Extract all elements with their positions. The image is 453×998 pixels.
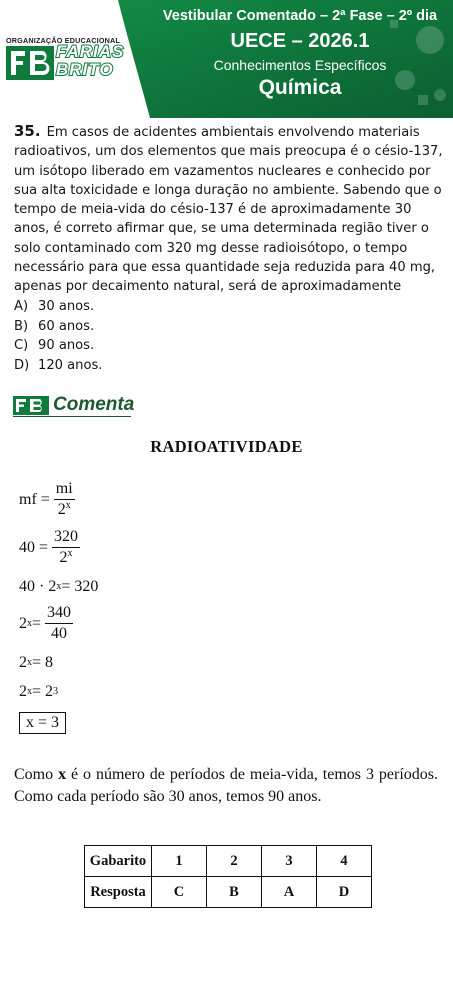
exam-name: UECE – 2026.1	[230, 30, 370, 52]
eq4-fraction	[45, 604, 73, 643]
final-result-box: x = 3	[19, 712, 66, 734]
options-list	[14, 297, 434, 375]
fb-logo-icon	[13, 396, 49, 415]
option-letter: B)	[14, 318, 29, 334]
eq4-lhs-base: 2	[19, 614, 27, 632]
eq2-den-exp: x	[67, 548, 73, 559]
option-b	[14, 317, 434, 337]
question-number-cell: 2	[207, 846, 262, 877]
equation-6: 2 x = 2 3	[19, 683, 59, 700]
equation-3: 40 · 2 x = 320	[19, 578, 99, 595]
organization-label: ORGANIZAÇÃO EDUCACIONAL	[6, 36, 121, 45]
equation-5: 2 x = 8	[19, 654, 54, 671]
conclusion-before: Como	[14, 766, 59, 783]
eq2-den-base: 2	[59, 549, 68, 566]
comenta-label: Comenta	[53, 394, 135, 415]
subject-title: Química	[258, 76, 342, 99]
exam-area: Conhecimentos Específicos	[213, 57, 387, 73]
option-d	[14, 356, 434, 376]
logo-word-brito: BRITO	[56, 60, 114, 79]
eq1-denominator	[58, 500, 71, 519]
eq2-lhs: 40 =	[19, 538, 49, 556]
answer-cell: D	[317, 877, 372, 908]
eq6-lhs-base: 2	[19, 683, 27, 700]
answer-cell: B	[207, 877, 262, 908]
eq1-fraction	[54, 480, 75, 519]
eq6-eq: = 2	[32, 683, 54, 700]
answer-cell: C	[152, 877, 207, 908]
option-letter: D)	[14, 357, 30, 373]
eq2-numerator: 320	[52, 528, 80, 548]
table-row	[85, 877, 372, 908]
equation-1	[19, 480, 75, 519]
equation-4: 2 x = $\frac{340}{40}$	[19, 604, 72, 642]
option-text: 60 anos.	[38, 318, 95, 334]
eq4-eq: =	[32, 614, 42, 632]
option-text: 90 anos.	[38, 338, 95, 353]
question-text: Em casos de acidentes ambientais envolvendo materiais radioativos, um dos elementos que mais preocupa é o césio-137, um isótopo liberado em vazamentos nucleares e conhecido por sua alta toxicidade e longa duração no ambiente. Sabendo que o tempo de meia-vida do césio-137 é de aproximadamente 30 anos, é correto afirmar que, se uma determinada região tiver o solo contaminado com 320 mg desse radioisótopo, o tempo necessário para que essa quantidade seja reduzida para 40 mg, apenas por decaimento natural, será de aproximadamente	[14, 125, 443, 295]
resposta-header: Resposta	[85, 877, 152, 908]
conclusion-variable: x	[58, 766, 67, 783]
question-block	[14, 122, 444, 297]
eq1-numerator: mi	[54, 480, 75, 500]
eq4-numerator: 340	[45, 604, 73, 624]
conclusion-paragraph	[14, 764, 438, 808]
eq1-den-base: 2	[57, 501, 66, 518]
answer-cell: A	[262, 877, 317, 908]
answer-key-table	[84, 845, 372, 908]
eq5-lhs-base: 2	[19, 654, 27, 671]
comenta-underline	[13, 416, 131, 417]
eq3-a: 40 · 2	[19, 578, 57, 595]
equation-2	[19, 528, 80, 567]
exam-title: Vestibular Comentado – 2ª Fase – 2º dia	[162, 8, 438, 24]
comenta-badge	[13, 394, 135, 418]
option-letter: A)	[14, 299, 29, 314]
equation-7	[19, 712, 66, 734]
header-banner	[0, 0, 453, 118]
solution-title: RADIOATIVIDADE	[150, 437, 303, 456]
option-a	[14, 297, 434, 317]
eq1-den-exp: x	[65, 500, 71, 511]
eq1-lhs: mf =	[19, 490, 50, 508]
eq4-denominator: 40	[51, 625, 68, 642]
gabarito-header: Gabarito	[85, 846, 152, 877]
eq5-rhs: = 8	[32, 654, 54, 671]
question-number-cell: 4	[317, 846, 372, 877]
table-row	[85, 846, 372, 877]
eq2-fraction	[52, 528, 80, 567]
option-c	[14, 336, 434, 356]
farias-brito-logo-icon	[6, 46, 54, 80]
eq3-b: = 320	[61, 578, 99, 595]
logo-word-farias: FARIAS	[56, 42, 125, 61]
eq2-denominator	[60, 548, 73, 567]
option-text: 120 anos.	[38, 357, 103, 373]
question-number-cell: 3	[262, 846, 317, 877]
option-letter: C)	[14, 338, 29, 353]
option-text: 30 anos.	[38, 299, 95, 314]
question-number-cell: 1	[152, 846, 207, 877]
question-number: 35.	[14, 122, 41, 140]
conclusion-after: é o número de períodos de meia-vida, temos 3 períodos. Como cada período são 30 anos, temos 90 anos.	[14, 766, 438, 805]
